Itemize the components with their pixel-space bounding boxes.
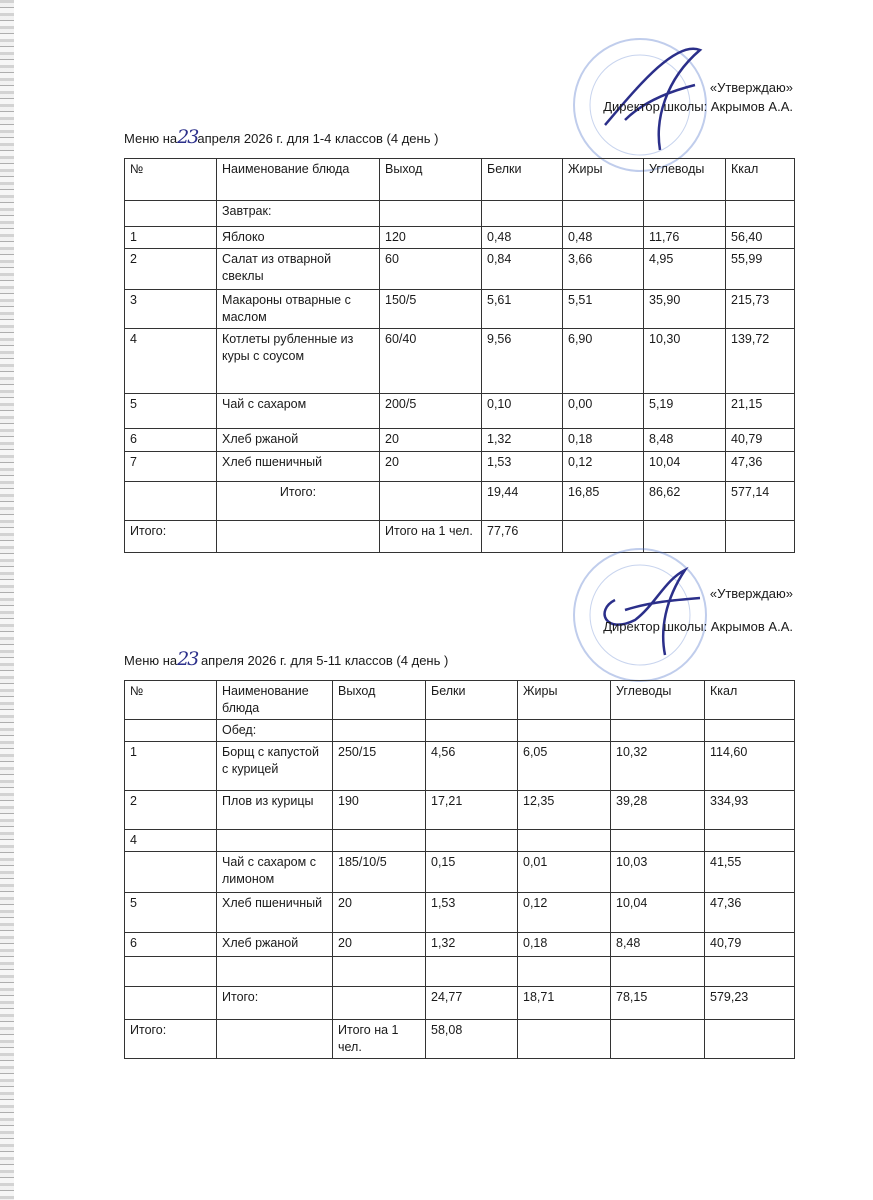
cell-№ [125,957,217,987]
cell-белки: 0,10 [482,394,563,429]
cell-белки: 9,56 [482,329,563,394]
cell-углеводы [611,830,705,852]
cell-белки: 0,15 [426,852,518,893]
director-label: Директор школы: Акрымов А.А. [603,619,793,634]
table-row [125,742,795,791]
cell-ккал: 55,99 [726,249,795,290]
cell-выход: 60/40 [380,329,482,394]
cell-выход: 185/10/5 [333,852,426,893]
cell-№ [125,201,217,227]
meal-row [125,720,795,742]
cell-ккал: Ккал [705,681,795,720]
cell-№: № [125,681,217,720]
approve-label: «Утверждаю» [709,80,793,95]
cell-ккал: 40,79 [705,933,795,957]
cell-наименование-блюда: Салат из отварной свеклы [217,249,380,290]
cell-белки: 4,56 [426,742,518,791]
cell-выход: 60 [380,249,482,290]
cell-наименование-блюда: Итого: [217,987,333,1020]
cell-белки [426,830,518,852]
cell-№: Итого: [125,1020,217,1059]
cell-№: 4 [125,329,217,394]
cell-углеводы: 39,28 [611,791,705,830]
cell-углеводы: 4,95 [644,249,726,290]
cell-ккал: 114,60 [705,742,795,791]
cell-белки: 77,76 [482,521,563,553]
cell-белки: 17,21 [426,791,518,830]
cell-выход [380,201,482,227]
cell-ккал: 56,40 [726,227,795,249]
cell-углеводы: 11,76 [644,227,726,249]
cell-белки [426,720,518,742]
cell-белки: 19,44 [482,482,563,521]
cell-наименование-блюда: Обед: [217,720,333,742]
cell-ккал [705,1020,795,1059]
cell-углеводы: 5,19 [644,394,726,429]
cell-жиры: 3,66 [563,249,644,290]
cell-выход [333,987,426,1020]
table-row [125,933,795,957]
table-row [125,394,795,429]
cell-жиры: 0,48 [563,227,644,249]
menu2-table [124,680,795,1059]
cell-белки: 1,53 [426,893,518,933]
table-row [125,227,795,249]
table-row [125,249,795,290]
table-row [125,791,795,830]
cell-выход: 190 [333,791,426,830]
cell-наименование-блюда: Хлеб пшеничный [217,452,380,482]
cell-выход: 150/5 [380,290,482,329]
cell-№ [125,720,217,742]
cell-жиры: 6,05 [518,742,611,791]
cell-№: 5 [125,394,217,429]
director-label: Директор школы: Акрымов А.А. [603,99,793,114]
cell-ккал: 577,14 [726,482,795,521]
cell-ккал: 21,15 [726,394,795,429]
cell-выход: 250/15 [333,742,426,791]
cell-ккал [705,957,795,987]
cell-углеводы: 10,04 [644,452,726,482]
cell-жиры: 5,51 [563,290,644,329]
cell-ккал: 47,36 [705,893,795,933]
cell-жиры: Жиры [518,681,611,720]
cell-ккал: 40,79 [726,429,795,452]
cell-ккал [726,201,795,227]
menu1-table [124,158,795,553]
cell-№: 4 [125,830,217,852]
cell-углеводы [611,957,705,987]
cell-наименование-блюда: Наименование блюда [217,159,380,201]
cell-№ [125,987,217,1020]
cell-выход: 200/5 [380,394,482,429]
cell-№: 2 [125,791,217,830]
menu2-title: Меню на23 апреля 2026 г. для 5-11 классов (4 день ) [124,648,449,670]
cell-ккал: 41,55 [705,852,795,893]
cell-выход: Итого на 1 чел. [380,521,482,553]
cell-№: 1 [125,227,217,249]
cell-ккал: Ккал [726,159,795,201]
cell-№: Итого: [125,521,217,553]
scan-edge-noise [0,0,14,1200]
cell-углеводы: Углеводы [611,681,705,720]
cell-белки: 58,08 [426,1020,518,1059]
cell-№: 6 [125,933,217,957]
cell-жиры: 0,18 [518,933,611,957]
final-total-row [125,1020,795,1059]
cell-жиры [518,1020,611,1059]
table-row [125,429,795,452]
total-row [125,987,795,1020]
cell-ккал: 215,73 [726,290,795,329]
table-row [125,830,795,852]
cell-углеводы: 10,03 [611,852,705,893]
cell-углеводы: Углеводы [644,159,726,201]
cell-наименование-блюда: Яблоко [217,227,380,249]
table-row [125,329,795,394]
cell-ккал: 579,23 [705,987,795,1020]
cell-наименование-блюда [217,1020,333,1059]
cell-№ [125,482,217,521]
cell-ккал: 47,36 [726,452,795,482]
header-row [125,681,795,720]
cell-жиры: 6,90 [563,329,644,394]
cell-выход: Выход [333,681,426,720]
cell-ккал [726,521,795,553]
cell-выход [333,720,426,742]
cell-жиры: 0,12 [518,893,611,933]
cell-наименование-блюда: Наименование блюда [217,681,333,720]
cell-наименование-блюда: Котлеты рубленные из куры с соусом [217,329,380,394]
cell-углеводы: 10,32 [611,742,705,791]
cell-выход: Итого на 1 чел. [333,1020,426,1059]
cell-жиры: 12,35 [518,791,611,830]
cell-углеводы: 10,04 [611,893,705,933]
cell-жиры: 0,12 [563,452,644,482]
cell-наименование-блюда: Завтрак: [217,201,380,227]
cell-выход: 20 [380,429,482,452]
cell-белки [426,957,518,987]
cell-жиры: 0,18 [563,429,644,452]
cell-белки: 1,32 [426,933,518,957]
cell-наименование-блюда [217,521,380,553]
cell-ккал [705,830,795,852]
cell-жиры: Жиры [563,159,644,201]
cell-ккал: 139,72 [726,329,795,394]
cell-белки: 0,48 [482,227,563,249]
cell-№: 5 [125,893,217,933]
table-row [125,290,795,329]
cell-жиры [563,201,644,227]
cell-выход: 120 [380,227,482,249]
cell-наименование-блюда: Плов из курицы [217,791,333,830]
cell-наименование-блюда: Макароны отварные с маслом [217,290,380,329]
cell-№: 3 [125,290,217,329]
cell-№: 6 [125,429,217,452]
cell-наименование-блюда: Чай с сахаром с лимоном [217,852,333,893]
cell-наименование-блюда: Итого: [217,482,380,521]
cell-№ [125,852,217,893]
cell-углеводы [644,201,726,227]
cell-жиры [518,720,611,742]
cell-выход: 20 [333,933,426,957]
cell-наименование-блюда: Чай с сахаром [217,394,380,429]
header-row [125,159,795,201]
cell-выход [333,830,426,852]
total-row [125,482,795,521]
cell-наименование-блюда [217,830,333,852]
cell-№: 2 [125,249,217,290]
table-row [125,852,795,893]
cell-углеводы: 78,15 [611,987,705,1020]
cell-углеводы: 35,90 [644,290,726,329]
cell-углеводы: 10,30 [644,329,726,394]
cell-углеводы [611,1020,705,1059]
cell-наименование-блюда: Борщ с капустой с курицей [217,742,333,791]
cell-выход [333,957,426,987]
cell-белки: 24,77 [426,987,518,1020]
cell-белки: 5,61 [482,290,563,329]
cell-наименование-блюда: Хлеб пшеничный [217,893,333,933]
cell-наименование-блюда [217,957,333,987]
cell-ккал [705,720,795,742]
cell-углеводы: 8,48 [644,429,726,452]
cell-углеводы [611,720,705,742]
cell-наименование-блюда: Хлеб ржаной [217,933,333,957]
cell-жиры: 18,71 [518,987,611,1020]
cell-жиры: 0,01 [518,852,611,893]
cell-углеводы: 8,48 [611,933,705,957]
approval-block-2 [603,584,793,636]
cell-белки: 1,32 [482,429,563,452]
cell-жиры [518,830,611,852]
cell-выход [380,482,482,521]
cell-№: № [125,159,217,201]
table-row [125,957,795,987]
cell-белки [482,201,563,227]
cell-выход: Выход [380,159,482,201]
handwritten-day: 23 [177,648,198,670]
cell-№: 1 [125,742,217,791]
cell-жиры: 0,00 [563,394,644,429]
approve-label: «Утверждаю» [709,586,793,601]
cell-белки: Белки [426,681,518,720]
table-row [125,893,795,933]
cell-№: 7 [125,452,217,482]
meal-row [125,201,795,227]
cell-выход: 20 [333,893,426,933]
handwritten-day: 23 [177,126,198,148]
cell-жиры [518,957,611,987]
cell-углеводы: 86,62 [644,482,726,521]
menu1-title: Меню на23апреля 2026 г. для 1-4 классов (4 день ) [124,126,439,148]
table-row [125,452,795,482]
cell-белки: 1,53 [482,452,563,482]
cell-белки: 0,84 [482,249,563,290]
cell-жиры: 16,85 [563,482,644,521]
cell-белки: Белки [482,159,563,201]
cell-выход: 20 [380,452,482,482]
cell-ккал: 334,93 [705,791,795,830]
cell-наименование-блюда: Хлеб ржаной [217,429,380,452]
approval-block-1 [603,78,793,116]
